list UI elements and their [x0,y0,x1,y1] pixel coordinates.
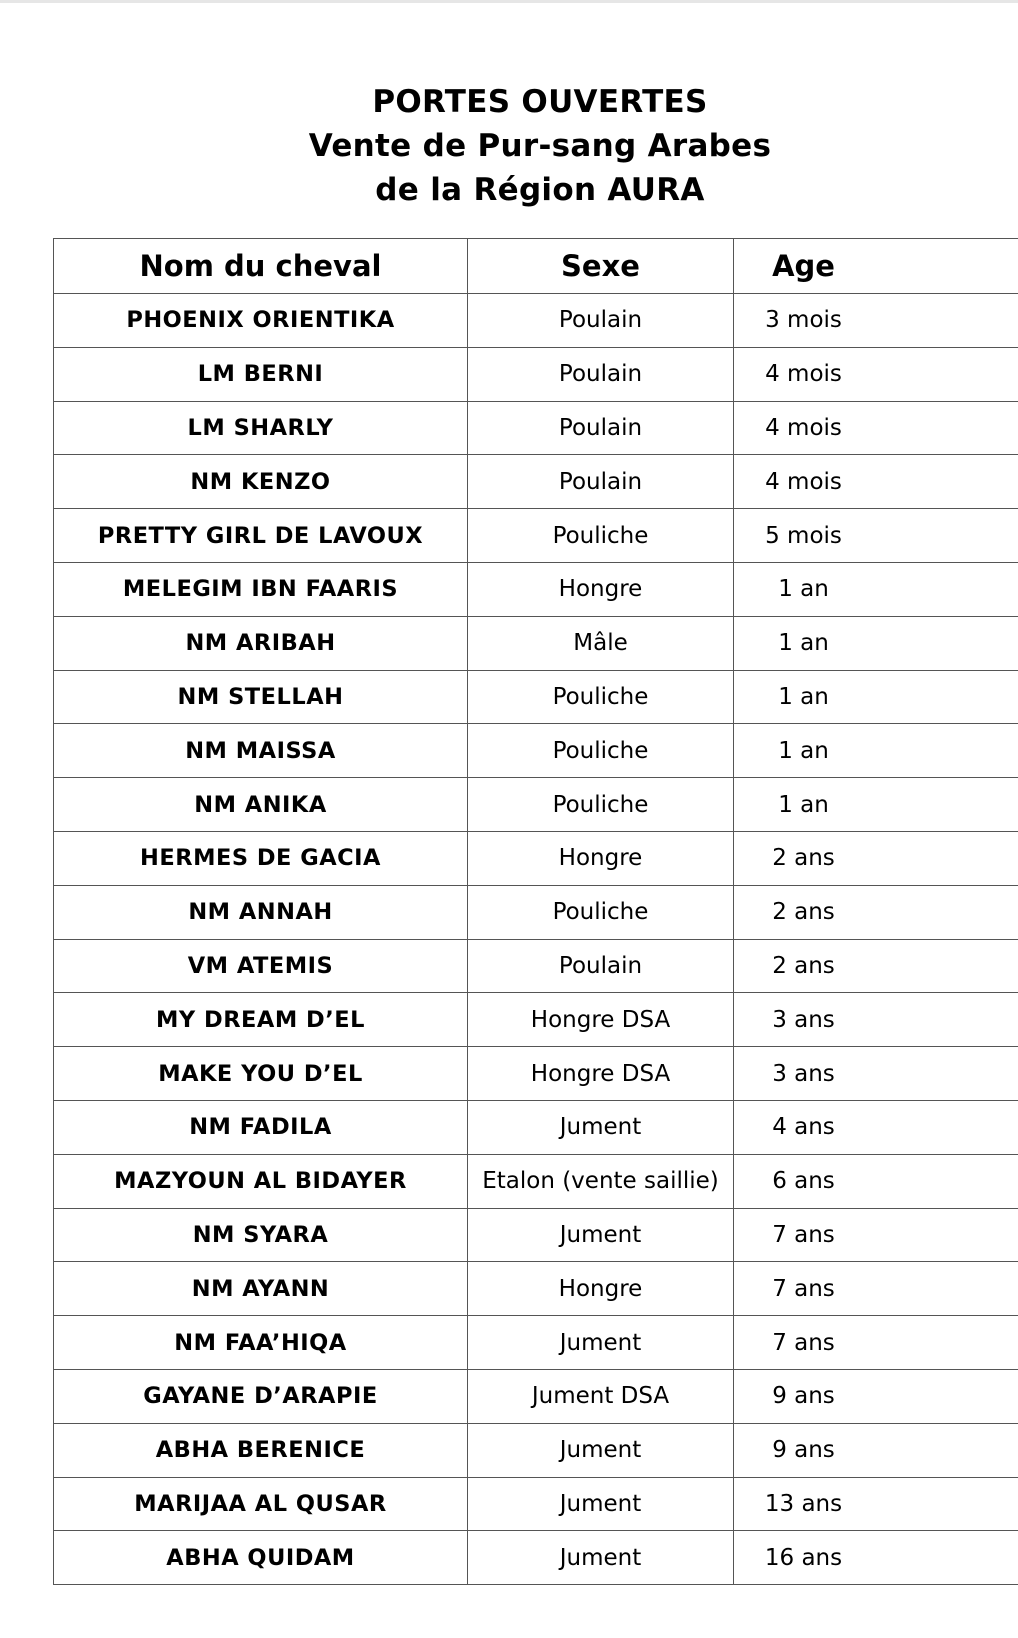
sex-cell: Hongre [468,562,734,616]
sex-cell: Hongre DSA [468,993,734,1047]
sex-cell: Etalon (vente saillie) [468,1154,734,1208]
horse-name-cell: NM KENZO [54,455,468,509]
table-row [54,509,1018,563]
horse-name-cell: GAYANE D’ARAPIE [54,1369,468,1423]
horse-name-cell: NM FAA’HIQA [54,1316,468,1370]
age-cell: 4 mois [734,347,1018,401]
table-row [54,347,1018,401]
age-cell: 3 ans [734,1047,1018,1101]
table-row [54,1531,1018,1585]
horse-name-cell: NM STELLAH [54,670,468,724]
horse-name-cell: VM ATEMIS [54,939,468,993]
sex-cell: Pouliche [468,885,734,939]
age-cell: 1 an [734,562,1018,616]
sex-cell: Poulain [468,939,734,993]
age-cell: 2 ans [734,939,1018,993]
top-divider [0,0,1018,3]
age-cell: 9 ans [734,1369,1018,1423]
horse-name-cell: ABHA QUIDAM [54,1531,468,1585]
horse-name-cell: MARIJAA AL QUSAR [54,1477,468,1531]
table-row [54,831,1018,885]
header-sex: Sexe [468,239,734,294]
table-row [54,1262,1018,1316]
age-cell: 6 ans [734,1154,1018,1208]
sex-cell: Hongre DSA [468,1047,734,1101]
table-body [54,294,1018,1585]
header-age: Age [734,239,1018,294]
sex-cell: Jument DSA [468,1369,734,1423]
sex-cell: Mâle [468,616,734,670]
sex-cell: Jument [468,1531,734,1585]
horse-name-cell: NM AYANN [54,1262,468,1316]
sex-cell: Jument [468,1208,734,1262]
horse-name-cell: NM SYARA [54,1208,468,1262]
sex-cell: Jument [468,1477,734,1531]
horse-name-cell: NM ANNAH [54,885,468,939]
horse-name-cell: MAZYOUN AL BIDAYER [54,1154,468,1208]
horse-name-cell: LM BERNI [54,347,468,401]
horse-name-cell: PHOENIX ORIENTIKA [54,294,468,348]
age-cell: 4 ans [734,1100,1018,1154]
horse-name-cell: MY DREAM D’EL [54,993,468,1047]
age-cell: 1 an [734,778,1018,832]
horse-name-cell: NM FADILA [54,1100,468,1154]
table-row [54,294,1018,348]
age-cell: 13 ans [734,1477,1018,1531]
sex-cell: Hongre [468,831,734,885]
sex-cell: Jument [468,1316,734,1370]
sex-cell: Pouliche [468,670,734,724]
title-line-2: Vente de Pur-sang Arabes [308,128,772,164]
horse-name-cell: NM ANIKA [54,778,468,832]
age-cell: 3 mois [734,294,1018,348]
header-horse-name: Nom du cheval [54,239,468,294]
table-row [54,1100,1018,1154]
sex-cell: Hongre [468,1262,734,1316]
sex-cell: Poulain [468,401,734,455]
age-cell: 7 ans [734,1262,1018,1316]
age-cell: 2 ans [734,885,1018,939]
age-cell: 4 mois [734,401,1018,455]
horse-name-cell: LM SHARLY [54,401,468,455]
sex-cell: Poulain [468,294,734,348]
horse-name-cell: MAKE YOU D’EL [54,1047,468,1101]
age-cell: 4 mois [734,455,1018,509]
table-row [54,1208,1018,1262]
table-row [54,1477,1018,1531]
sex-cell: Jument [468,1423,734,1477]
table-header-row [54,239,1018,294]
table-row [54,1369,1018,1423]
horse-name-cell: NM MAISSA [54,724,468,778]
sex-cell: Jument [468,1100,734,1154]
age-cell: 5 mois [734,509,1018,563]
table-row [54,670,1018,724]
table-row [54,939,1018,993]
table-row [54,1423,1018,1477]
title-line-1: PORTES OUVERTES [372,84,708,120]
age-cell: 9 ans [734,1423,1018,1477]
age-cell: 16 ans [734,1531,1018,1585]
age-cell: 1 an [734,670,1018,724]
table-row [54,401,1018,455]
table-row [54,778,1018,832]
table-row [54,1316,1018,1370]
table-row [54,724,1018,778]
horse-name-cell: ABHA BERENICE [54,1423,468,1477]
sex-cell: Poulain [468,347,734,401]
age-cell: 3 ans [734,993,1018,1047]
horse-name-cell: HERMES DE GACIA [54,831,468,885]
horse-name-cell: PRETTY GIRL DE LAVOUX [54,509,468,563]
table-row [54,455,1018,509]
table-row [54,885,1018,939]
table-row [54,1154,1018,1208]
horse-name-cell: MELEGIM IBN FAARIS [54,562,468,616]
document-title [0,80,1018,212]
table-row [54,1047,1018,1101]
sex-cell: Pouliche [468,509,734,563]
age-cell: 1 an [734,616,1018,670]
age-cell: 1 an [734,724,1018,778]
horse-name-cell: NM ARIBAH [54,616,468,670]
age-cell: 7 ans [734,1316,1018,1370]
sex-cell: Pouliche [468,778,734,832]
table-row [54,616,1018,670]
horse-sale-table [53,238,1018,1585]
table-row [54,562,1018,616]
age-cell: 2 ans [734,831,1018,885]
age-cell: 7 ans [734,1208,1018,1262]
sex-cell: Pouliche [468,724,734,778]
table-row [54,993,1018,1047]
title-line-3: de la Région AURA [375,172,705,208]
sex-cell: Poulain [468,455,734,509]
